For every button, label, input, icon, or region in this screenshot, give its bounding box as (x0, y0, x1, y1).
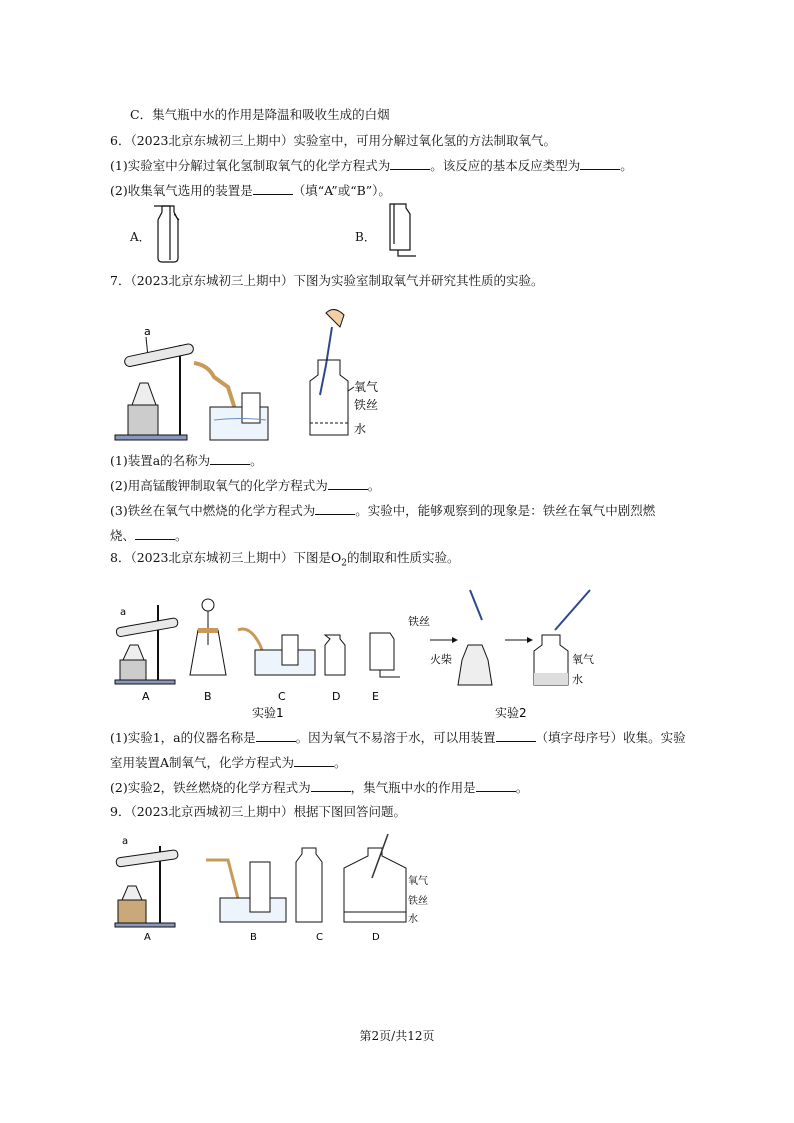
fig8-wire-label: 铁丝 (408, 615, 430, 628)
answer-blank[interactable] (390, 158, 430, 170)
question-9-figure (110, 828, 470, 958)
fig8-exp1-label: 实验1 (252, 706, 284, 720)
fig9-label-D: D (372, 932, 380, 943)
question-8-part1: (1)实验1，a的仪器名称是 。因为氧气不易溶于水，可以用装置 （填字母序号）收集。实验 (110, 730, 686, 745)
fig9-wire-label: 铁丝 (408, 896, 428, 907)
fig8-water-label: 水 (572, 673, 583, 686)
fig7-water-label: 水 (354, 422, 367, 436)
gas-bottle-b-figure (380, 200, 420, 265)
answer-blank[interactable] (135, 528, 175, 540)
question-7-part3: (3)铁丝在氧气中燃烧的化学方程式为 。实验中，能够观察到的现象是：铁丝在氧气中剧烈燃 (110, 503, 656, 518)
fig6-label-a: A． (130, 230, 151, 244)
fig8-label-E: E (372, 690, 379, 703)
page-footer: 第2页/共12页 (359, 1029, 435, 1043)
question-7-part3-cont: 烧、 。 (110, 528, 188, 543)
question-6-title: 6．（2023北京东城初三上期中）实验室中，可用分解过氧化氢的方法制取氧气。 (110, 133, 557, 148)
fig8-exp2-label: 实验2 (495, 706, 527, 720)
question-7-title: 7．（2023北京东城初三上期中）下图为实验室制取氧气并研究其性质的实验。 (110, 273, 544, 288)
answer-blank[interactable] (315, 503, 355, 515)
fig8-label-a: a (120, 607, 127, 618)
question-7-part2: (2)用高锰酸钾制取氧气的化学方程式为 。 (110, 478, 381, 493)
fig7-oxygen-label: 氧气 (354, 380, 379, 394)
question-6-part1: (1)实验室中分解过氧化氢制取氧气的化学方程式为 。该反应的基本反应类型为 。 (110, 158, 633, 173)
answer-blank[interactable] (311, 780, 351, 792)
fig9-label-C: C (316, 932, 323, 943)
fig9-label-A: A (144, 932, 151, 943)
fig8-label-C: C (278, 690, 286, 703)
fig8-match-label: 火柴 (430, 653, 452, 666)
fig6-label-b: B． (355, 230, 376, 244)
fig9-label-a: a (122, 836, 129, 847)
answer-blank[interactable] (580, 158, 620, 170)
fig8-label-D: D (332, 690, 341, 703)
fig9-oxygen-label: 氧气 (408, 876, 428, 887)
question-8-part2: (2)实验2，铁丝燃烧的化学方程式为 ，集气瓶中水的作用是 。 (110, 780, 529, 795)
answer-blank[interactable] (496, 730, 536, 742)
fig7-label-a: a (144, 325, 151, 338)
question-9-title: 9．（2023北京西城初三上期中）根据下图回答问题。 (110, 804, 407, 819)
answer-blank[interactable] (256, 730, 296, 742)
answer-blank[interactable] (253, 183, 293, 195)
answer-blank[interactable] (476, 780, 516, 792)
question-7-part1: (1)装置a的名称为 。 (110, 453, 263, 468)
fig8-label-B: B (204, 690, 212, 703)
fig7-wire-label: 铁丝 (354, 398, 379, 412)
question-6-part2: (2)收集氧气选用的装置是 （填“A”或“B”）。 (110, 183, 391, 198)
answer-blank[interactable] (210, 453, 250, 465)
fig9-label-B: B (250, 932, 257, 943)
gas-bottle-a-figure (150, 200, 190, 265)
fig8-label-A: A (142, 690, 150, 703)
potassium-permanganate-apparatus-figure (110, 295, 410, 445)
question-8-title: 8．（2023北京东城初三上期中）下图是$O_2$的制取和性质实验。 (110, 550, 460, 569)
answer-blank[interactable] (328, 478, 368, 490)
option-c: C．集气瓶中水的作用是降温和吸收生成的白烟 (130, 107, 390, 122)
fig9-water-label: 水 (408, 914, 418, 925)
oxygen-preparation-figure (110, 575, 610, 725)
answer-blank[interactable] (294, 755, 334, 767)
question-8-part1-cont: 室用装置A制氧气，化学方程式为 。 (110, 755, 347, 770)
fig8-oxygen-label: 氧气 (572, 653, 594, 666)
